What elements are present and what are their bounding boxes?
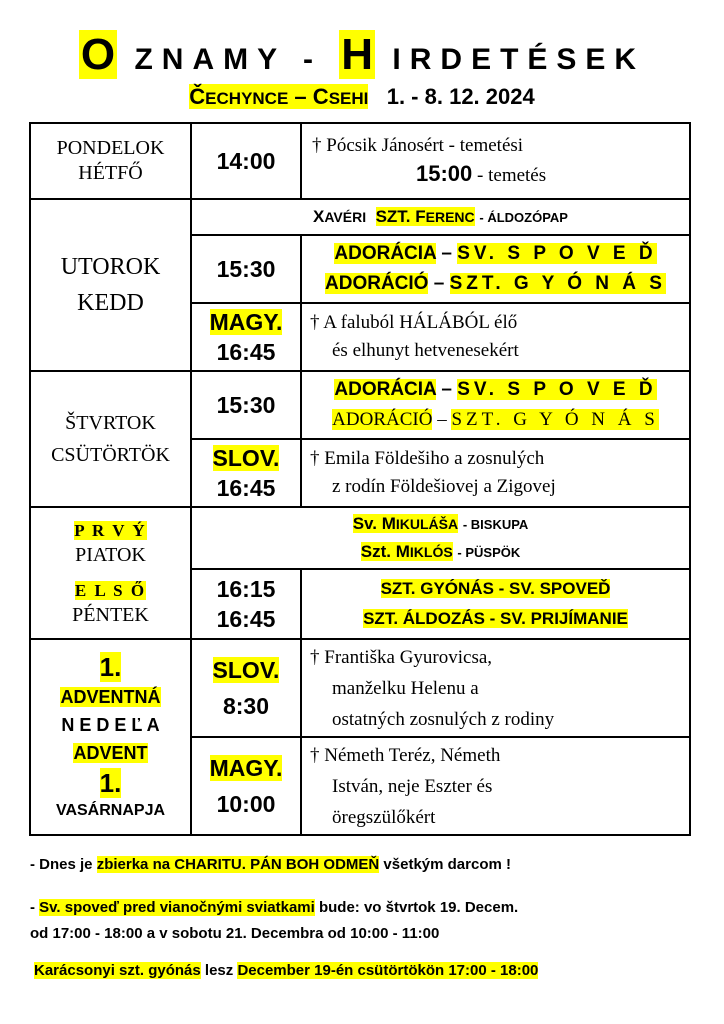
saint-szt: SZT.: [375, 207, 411, 226]
sunday-vasarnapja: VASÁRNAPJA: [55, 802, 166, 819]
day-friday: [30, 507, 191, 639]
friday-time1: 16:15: [216, 576, 276, 602]
title-separator: -: [302, 43, 322, 76]
note3-part1: Karácsonyi szt. gyónás: [34, 962, 201, 979]
sunday-intention1-line1: † Františka Gyurovicsa,: [310, 646, 493, 668]
saint-hu-szt: Szt.: [360, 542, 391, 561]
ador-sk: ADORÁCIA: [334, 243, 437, 264]
tuesday-intention-line1: † A faluból HÁLÁBÓL élő: [310, 312, 518, 333]
tuesday-intention-line2: és elhunyt hetvenesekért: [332, 340, 519, 361]
sunday-intention1-line2: manželku Helenu a: [332, 677, 479, 699]
row-friday-saint: [30, 507, 690, 569]
th-dash2: –: [437, 409, 447, 430]
th-dash1: –: [441, 379, 452, 400]
note-hungarian: [34, 962, 538, 979]
sunday-lang1: SLOV.: [212, 657, 280, 683]
subtitle-date: 1. - 8. 12. 2024: [386, 84, 535, 109]
desc-monday: [301, 123, 690, 199]
tuesday-time2-cell: [191, 303, 301, 371]
saint-hu-suffix: - PÜSPÖK: [457, 545, 521, 560]
saint-sk-sv: Sv.: [352, 514, 377, 533]
note1-suffix: všetkým darcom !: [383, 856, 511, 873]
title-letter-h: H: [341, 30, 374, 79]
day-sunday: [30, 639, 191, 835]
page-title: [0, 30, 724, 80]
sunday-lang2: MAGY.: [209, 755, 283, 781]
th-ador-hu: ADORÁCIÓ: [332, 409, 433, 430]
sunday-time1: 8:30: [222, 693, 270, 719]
friday-times: [191, 569, 301, 639]
subtitle-c1: Č: [189, 84, 206, 109]
sunday-intention2-line1: † Németh Teréz, Németh: [310, 744, 501, 766]
sunday-nedela: N E D E Ľ A: [61, 715, 160, 735]
friday-first-hu: E L S Ő: [74, 581, 147, 600]
subtitle: [0, 84, 724, 110]
monday-time2: 15:00: [416, 161, 473, 186]
saint-erenc: ERENC: [425, 209, 475, 225]
saint-hu-iklos: IKLÓS: [409, 544, 453, 560]
gyonas-hu: SZT. G Y Ó N Á S: [449, 273, 666, 294]
day-thursday-hu: CSÜTÖRTÖK: [51, 444, 170, 466]
sunday-intention1: [301, 639, 690, 737]
friday-day-hu: PÉNTEK: [72, 604, 149, 626]
subtitle-echynce: ECHYNCE: [205, 89, 289, 108]
dash2: –: [433, 273, 445, 294]
sunday-advent: ADVENT: [73, 743, 148, 763]
thursday-time1: 15:30: [191, 371, 301, 439]
saint-sk-ikulasa: IKULÁŠA: [395, 516, 459, 532]
day-tuesday-hu: KEDD: [77, 290, 144, 316]
friday-time2: 16:45: [216, 606, 276, 632]
sunday-intention1-line3: ostatných zosnulých z rodiny: [332, 708, 555, 730]
friday-saint: [191, 507, 690, 569]
note2-highlight: Sv. spoveď pred vianočnými sviatkami: [39, 899, 315, 916]
thursday-time2: 16:45: [216, 475, 276, 501]
friday-line2: SZT. ÁLDOZÁS - SV. PRIJÍMANIE: [363, 609, 628, 628]
note2-suffix: bude: vo štvrtok 19. Decem.: [318, 899, 519, 916]
saint-averi: AVÉRI: [324, 209, 367, 225]
saint-sk-suffix: - BISKUPA: [462, 517, 529, 532]
sunday-intention2: [301, 737, 690, 835]
time-monday: 14:00: [191, 123, 301, 199]
sunday-intention2-line2: István, neje Eszter és: [332, 775, 493, 797]
th-gyonas-hu: SZT. G Y Ó N Á S: [451, 409, 659, 430]
dash1: –: [441, 243, 452, 264]
row-thursday-adoration: [30, 371, 690, 439]
day-thursday-sk: ŠTVRTOK: [65, 412, 156, 434]
day-monday-hu: HÉTFŐ: [78, 162, 143, 184]
title-word-oznamy: ZNAMY: [134, 43, 286, 76]
schedule-table: [29, 122, 691, 836]
note1-highlight: zbierka na CHARITU. PÁN BOH ODMEŇ: [96, 856, 380, 873]
saint-x: X: [313, 207, 325, 226]
sunday-time1-cell: [191, 639, 301, 737]
monday-intention: † Pócsik Jánosért - temetési: [312, 135, 524, 156]
sunday-intention2-line3: öregszülőkért: [332, 806, 436, 828]
sunday-time2: 10:00: [216, 791, 276, 817]
friday-confession: [301, 569, 690, 639]
day-thursday: [30, 371, 191, 507]
thursday-intention-line2: z rodín Földešiovej a Zigovej: [332, 476, 556, 497]
note1-prefix: - Dnes je: [30, 856, 93, 873]
day-monday: [30, 123, 191, 199]
row-sunday-mass1: [30, 639, 690, 737]
title-word-hirdetesek: IRDETÉSEK: [392, 43, 646, 76]
subtitle-dash: –: [294, 84, 307, 109]
tuesday-time1: 15:30: [191, 235, 301, 303]
title-letter-o: O: [80, 30, 116, 79]
friday-first-sk: P R V Ý: [74, 521, 147, 540]
sunday-adventna: ADVENTNÁ: [60, 687, 161, 707]
tuesday-adoration: [301, 235, 690, 303]
subtitle-sehi: SEHI: [328, 89, 369, 108]
saint-sk-m: M: [381, 514, 396, 533]
ador-hu: ADORÁCIÓ: [325, 273, 429, 294]
tuesday-saint: [191, 199, 690, 235]
sunday-num2: 1.: [99, 768, 122, 798]
th-spoved-sk: SV. S P O V E Ď: [457, 379, 657, 400]
note2-prefix: -: [30, 899, 35, 916]
tuesday-time2: 16:45: [216, 339, 276, 365]
note-confession-line2: od 17:00 - 18:00 a v sobotu 21. Decembra od 10:00 - 11:00: [30, 925, 440, 942]
sunday-time2-cell: [191, 737, 301, 835]
day-tuesday-sk: UTOROK: [60, 254, 161, 280]
friday-day-sk: PIATOK: [75, 544, 146, 566]
friday-line1: SZT. GYÓNÁS - SV. SPOVEĎ: [380, 579, 611, 598]
thursday-intention-line1: † Emila Földešiho a zosnulých: [310, 448, 545, 469]
day-monday-sk: PONDELOK: [56, 137, 165, 159]
tuesday-intention: [301, 303, 690, 371]
monday-intention2: - temetés: [477, 165, 547, 186]
day-tuesday: [30, 199, 191, 371]
thursday-adoration: [301, 371, 690, 439]
thursday-intention: [301, 439, 690, 507]
row-tuesday-saint: [30, 199, 690, 235]
th-ador-sk: ADORÁCIA: [334, 379, 437, 400]
saint-f: F: [415, 207, 426, 226]
thursday-time2-cell: [191, 439, 301, 507]
thursday-lang: SLOV.: [212, 445, 280, 471]
saint-hu-m: M: [395, 542, 410, 561]
tuesday-lang: MAGY.: [209, 309, 283, 335]
spoved-sk: SV. S P O V E Ď: [457, 243, 657, 264]
note-confession: [30, 899, 518, 916]
note-charity: [30, 856, 511, 873]
saint-suffix: - ÁLDOZÓPAP: [479, 210, 568, 225]
subtitle-c2: C: [312, 84, 329, 109]
note3-part2: lesz: [204, 962, 234, 979]
sunday-num1: 1.: [99, 652, 122, 682]
row-monday: [30, 123, 690, 199]
note3-part3: December 19-én csütörtökön 17:00 - 18:00: [237, 962, 539, 979]
